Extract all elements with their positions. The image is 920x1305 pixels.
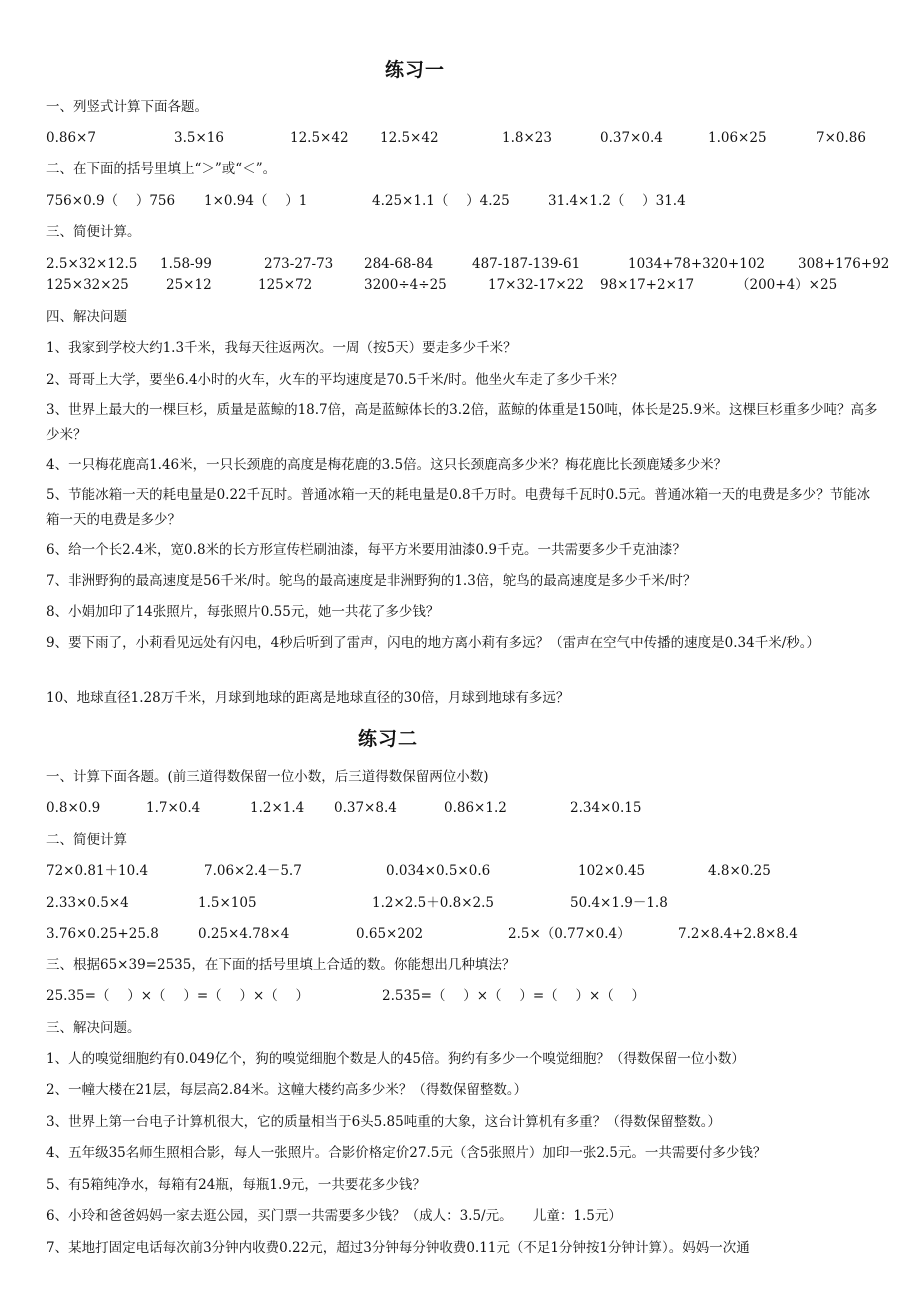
problem: 4.8×0.25 <box>708 863 771 879</box>
problem: 17×32-17×22 <box>488 277 584 293</box>
word-problem: 3、世界上第一台电子计算机很大，它的质量相当于6头5.85吨重的大象，这台计算机有多重？（得数保留整数。） <box>46 1114 721 1130</box>
comparison: 4.25×1.1（ ）4.25 <box>372 193 510 209</box>
problem: 1.58-99 <box>160 256 212 272</box>
ex1-section-2-heading: 二、在下面的括号里填上“＞”或“＜”。 <box>46 161 277 177</box>
problem: 3200÷4÷25 <box>364 277 447 293</box>
problem: 0.37×0.4 <box>600 130 663 146</box>
problem: 125×32×25 <box>46 277 129 293</box>
ex2-section-1-items <box>0 799 920 817</box>
problem: 2.33×0.5×4 <box>46 895 129 911</box>
word-problem: 10、地球直径1.28万千米，月球到地球的距离是地球直径的30倍，月球到地球有多远？ <box>46 690 570 706</box>
problem: 0.25×4.78×4 <box>198 926 290 942</box>
ex2-section-2-row-2 <box>0 894 920 912</box>
ex2-section-3-heading: 三、根据65×39=2535，在下面的括号里填上合适的数。你能想出几种填法？ <box>46 957 516 973</box>
problem: 25×12 <box>166 277 212 293</box>
problem: 487-187-139-61 <box>472 256 581 272</box>
ex2-section-2-row-3 <box>0 925 920 943</box>
problem: 1.5×105 <box>198 895 257 911</box>
word-problem: 5、有5箱纯净水，每箱有24瓶，每瓶1.9元，一共要花多少钱？ <box>46 1177 426 1193</box>
problem: 0.8×0.9 <box>46 800 101 816</box>
problem: 1.2×2.5＋0.8×2.5 <box>372 895 495 911</box>
exercise-2-title: 练习二 <box>358 728 419 750</box>
problem: 0.65×202 <box>356 926 424 942</box>
word-problem: 2、哥哥上大学，要坐6.4小时的火车，火车的平均速度是70.5千米/时。他坐火车走了多少千米？ <box>46 372 624 388</box>
ex1-section-3-heading: 三、简便计算。 <box>46 224 141 240</box>
problem: 102×0.45 <box>578 863 646 879</box>
word-problem: 4、五年级35名师生照相合影，每人一张照片。合影价格定价27.5元（含5张照片）加印一张2.5元。一共需要付多少钱？ <box>46 1145 767 1161</box>
problem: 125×72 <box>258 277 313 293</box>
word-problem: 2、一幢大楼在21层，每层高2.84米。这幢大楼约高多少米？（得数保留整数。） <box>46 1082 528 1098</box>
word-problem: 8、小娟加印了14张照片，每张照片0.55元，她一共花了多少钱？ <box>46 604 440 620</box>
ex2-section-1-heading: 一、计算下面各题。(前三道得数保留一位小数，后三道得数保留两位小数) <box>46 769 489 785</box>
word-problem: 7、非洲野狗的最高速度是56千米/时。鸵鸟的最高速度是非洲野狗的1.3倍，鸵鸟的最高速度是多少千米/时？ <box>46 573 697 589</box>
problem: 2.5×（0.77×0.4） <box>508 926 631 942</box>
problem: 12.5×42 <box>380 130 439 146</box>
word-problem: 3、世界上最大的一棵巨杉，质量是蓝鲸的18.7倍，高是蓝鲸体长的3.2倍，蓝鲸的体重是150吨，体长是25.9米。这棵巨杉重多少吨？高多少米？ <box>46 402 878 443</box>
word-problem: 4、一只梅花鹿高1.46米，一只长颈鹿的高度是梅花鹿的3.5倍。这只长颈鹿高多少米？梅花鹿比长颈鹿矮多少米？ <box>46 457 728 473</box>
problem: 98×17+2×17 <box>600 277 695 293</box>
problem: 0.034×0.5×0.6 <box>386 863 491 879</box>
ex2-section-4-heading: 三、解决问题。 <box>46 1020 141 1036</box>
problem: 2.5×32×12.5 <box>46 256 138 272</box>
word-problem: 1、我家到学校大约1.3千米，我每天往返两次。一周（按5天）要走多少千米？ <box>46 340 517 356</box>
ex1-section-2-items <box>0 192 920 210</box>
ex1-section-3-row-2 <box>0 276 920 294</box>
exercise-1-title: 练习一 <box>385 59 446 81</box>
ex2-section-3-items <box>0 987 920 1005</box>
problem: 2.34×0.15 <box>570 800 642 816</box>
problem: 273-27-73 <box>264 256 334 272</box>
problem: 1.06×25 <box>708 130 767 146</box>
word-problem: 6、小玲和爸爸妈妈一家去逛公园，买门票一共需要多少钱？（成人：3.5/元。 儿童：1.5元） <box>46 1208 622 1224</box>
problem: 0.86×1.2 <box>444 800 507 816</box>
ex1-section-1-items <box>0 129 920 147</box>
ex2-section-2-heading: 二、简便计算 <box>46 832 127 848</box>
word-problem: 5、节能冰箱一天的耗电量是0.22千瓦时。普通冰箱一天的耗电量是0.8千万时。电费每千瓦时0.5元。普通冰箱一天的电费是多少？节能冰箱一天的电费是多少？ <box>46 487 871 528</box>
comparison: 1×0.94（ ）1 <box>204 193 308 209</box>
comparison: 756×0.9（ ）756 <box>46 193 176 209</box>
problem: 0.37×8.4 <box>334 800 397 816</box>
problem: 1.2×1.4 <box>250 800 305 816</box>
problem: 3.5×16 <box>174 130 224 146</box>
ex1-section-1-heading: 一、列竖式计算下面各题。 <box>46 99 208 115</box>
word-problem: 9、要下雨了，小莉看见远处有闪电，4秒后听到了雷声，闪电的地方离小莉有多远？（雷声在空气中传播的速度是0.34千米/秒。） <box>46 635 821 651</box>
problem: 1034+78+320+102 <box>628 256 766 272</box>
fill-in-blank: 2.535=（ ）×（ ）=（ ）×（ ） <box>382 988 646 1004</box>
problem: 7×0.86 <box>816 130 866 146</box>
word-problem: 6、给一个长2.4米，宽0.8米的长方形宣传栏刷油漆，每平方米要用油漆0.9千克。一共需要多少千克油漆？ <box>46 542 686 558</box>
problem: 7.2×8.4+2.8×8.4 <box>678 926 798 942</box>
problem: 12.5×42 <box>290 130 349 146</box>
word-problem: 7、某地打固定电话每次前3分钟内收费0.22元，超过3分钟每分钟收费0.11元（不足1分钟按1分钟计算）。妈妈一次通 <box>46 1240 750 1256</box>
ex2-section-2-row-1 <box>0 862 920 880</box>
problem: 0.86×7 <box>46 130 96 146</box>
ex1-section-4-heading: 四、解决问题 <box>46 309 127 325</box>
problem: 1.7×0.4 <box>146 800 201 816</box>
comparison: 31.4×1.2（ ）31.4 <box>548 193 686 209</box>
word-problem: 1、人的嗅觉细胞约有0.049亿个，狗的嗅觉细胞个数是人的45倍。狗约有多少一个嗅觉细胞？（得数保留一位小数） <box>46 1051 745 1067</box>
problem: 308+176+92 <box>798 256 890 272</box>
problem: 72×0.81＋10.4 <box>46 863 149 879</box>
problem: 284-68-84 <box>364 256 434 272</box>
problem: （200+4）×25 <box>736 277 838 293</box>
problem: 7.06×2.4－5.7 <box>204 863 302 879</box>
problem: 3.76×0.25+25.8 <box>46 926 159 942</box>
fill-in-blank: 25.35=（ ）×（ ）=（ ）×（ ） <box>46 988 310 1004</box>
problem: 1.8×23 <box>502 130 552 146</box>
problem: 50.4×1.9－1.8 <box>570 895 668 911</box>
ex1-section-3-row-1 <box>0 255 920 273</box>
